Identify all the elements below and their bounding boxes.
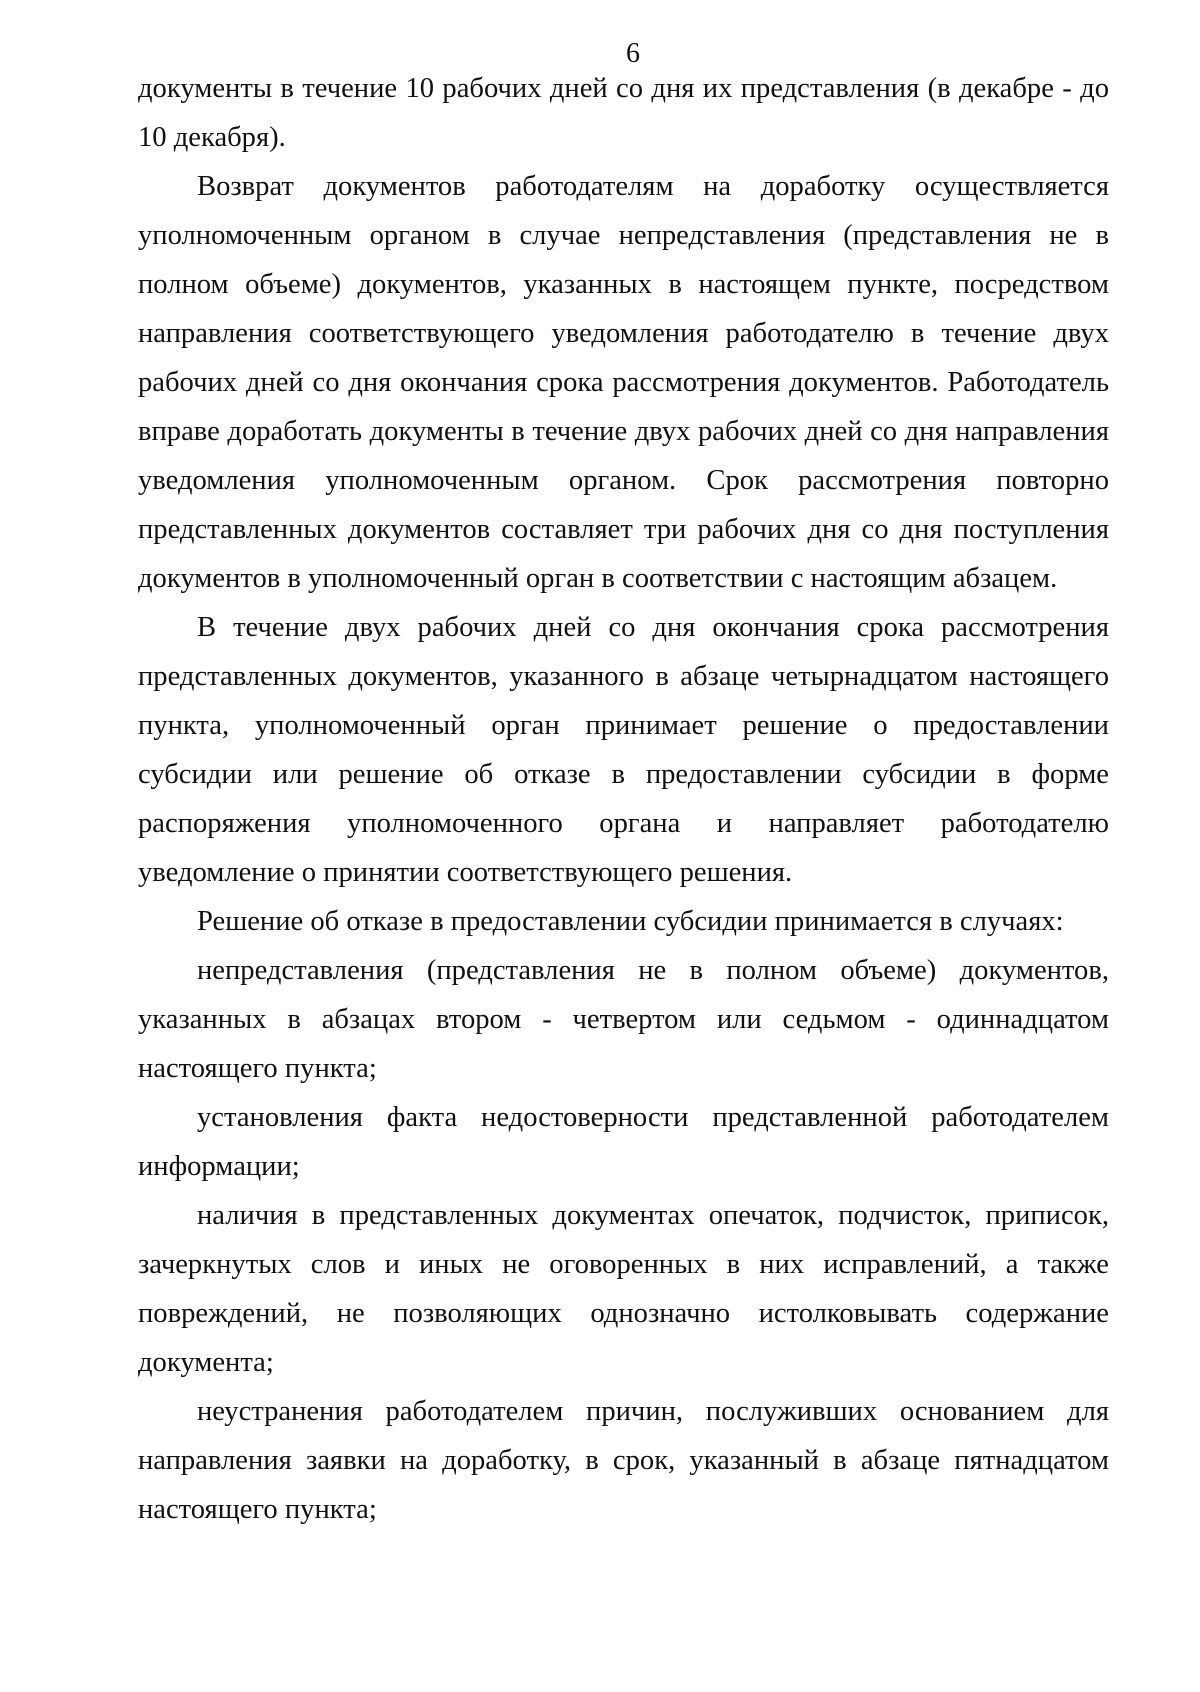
paragraph-return-documents: Возврат документов работодателям на доработку осуществляется уполномоченным органом в случае непредставления (представления не в полном объеме) документов, указанных в настоящем пункте, посредством направления соответствующего уведомления работодателю в течение двух рабочих дней со дня окончания срока рассмотрения документов. Работодатель вправе доработать документы в течение двух рабочих дней со дня направления уведомления уполномоченным органом. Срок рассмотрения повторно представленных документов составляет три рабочих дня со дня поступления документов в уполномоченный орган в соответствии с настоящим абзацем. xyxy=(138,171,1109,594)
paragraph-continuation: документы в течение 10 рабочих дней со дня их представления (в декабре - до 10 декабря). xyxy=(138,73,1109,153)
list-item-refusal-case-1: непредставления (представления не в полном объеме) документов, указанных в абзацах втором - четвертом или седьмом - одиннадцатом настоящего пункта; xyxy=(138,955,1109,1084)
paragraph-decision-timing: В течение двух рабочих дней со дня окончания срока рассмотрения представленных документов, указанного в абзаце четырнадцатом настоящего пункта, уполномоченный орган принимает решение о предоставлении субсидии или решение об отказе в предоставлении субсидии в форме распоряжения уполномоченного органа и направляет работодателю уведомление о принятии соответствующего решения. xyxy=(138,612,1109,888)
list-item-refusal-case-2: установления факта недостоверности представленной работодателем информации; xyxy=(138,1102,1109,1182)
page-number: 6 xyxy=(626,38,640,69)
list-item-refusal-case-4: неустранения работодателем причин, послуживших основанием для направления заявки на доработку, в срок, указанный в абзаце пятнадцатом настоящего пункта; xyxy=(138,1396,1109,1525)
list-item-refusal-case-3: наличия в представленных документах опечаток, подчисток, приписок, зачеркнутых слов и иных не оговоренных в них исправлений, а также повреждений, не позволяющих однозначно истолковывать содержание документа; xyxy=(138,1200,1109,1378)
document-body xyxy=(138,64,1109,1534)
paragraph-refusal-cases-intro: Решение об отказе в предоставлении субсидии принимается в случаях: xyxy=(197,906,1064,937)
